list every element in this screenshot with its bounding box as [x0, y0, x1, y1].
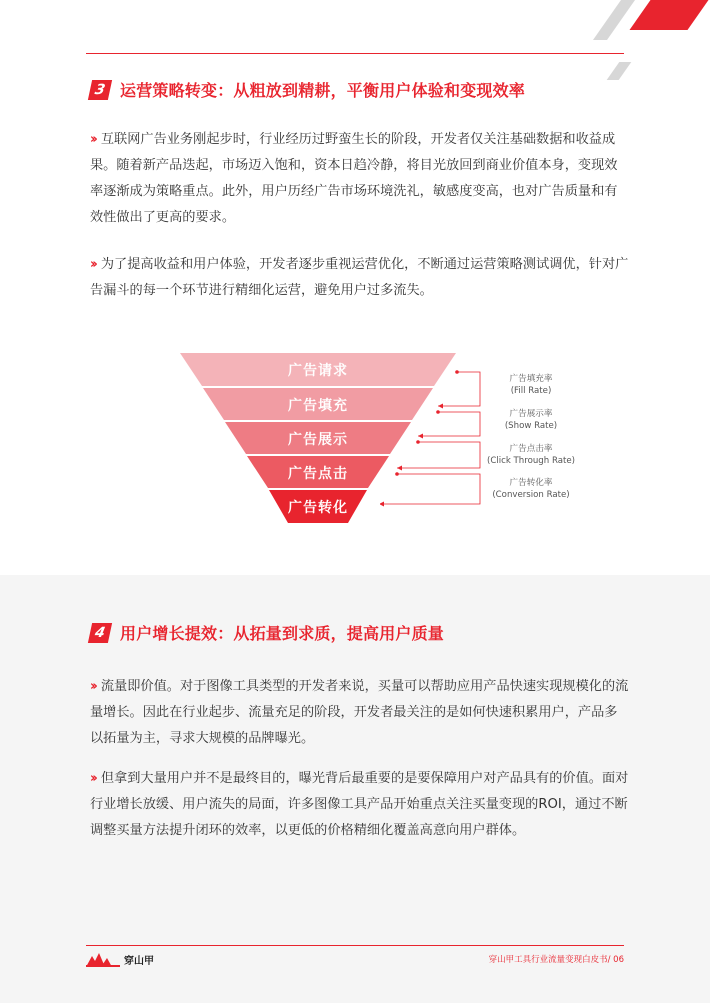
section-3-paragraph-1 [90, 127, 630, 231]
chevron-icon: ›› [90, 257, 95, 272]
chevron-icon: ›› [90, 679, 95, 694]
connector-dot [395, 472, 399, 476]
footer-doc-title: 穿山甲工具行业流量变现白皮书 [488, 955, 608, 965]
connector-cvr [380, 474, 480, 504]
section-4-paragraph-1 [90, 674, 630, 752]
rate-label-en: (Show Rate) [504, 421, 558, 431]
funnel-connectors [380, 360, 490, 520]
connector-fill-rate [438, 372, 480, 406]
section-4-heading [90, 621, 444, 644]
connector-show-rate [418, 412, 480, 436]
section-title: 运营策略转变：从粗放到精耕，平衡用户体验和变现效率 [120, 81, 526, 100]
header-stripe-gray-small [607, 62, 632, 80]
rate-label-fill [476, 373, 586, 397]
rate-label-cn: 广告转化率 [509, 478, 553, 488]
arrow-head [438, 404, 443, 409]
rate-label-show [476, 408, 586, 432]
arrow-head [418, 434, 423, 439]
header-stripe-gray [593, 0, 635, 40]
paragraph-text: 但拿到大量用户并不是最终目的，曝光背后最重要的是要保障用户对产品具有的价值。面对行业增长放缓、用户流失的局面，许多图像工具产品开始重点关注买量变现的ROI，通过不断调整买量方法提升闭环的效率，以更低的价格精细化覆盖高意向用户群体。 [90, 771, 629, 838]
footer-doc-info [489, 953, 624, 965]
footer-divider [86, 945, 624, 946]
rate-label-en: (Fill Rate) [510, 386, 552, 396]
paragraph-text: 流量即价值。对于图像工具类型的开发者来说，买量可以帮助应用产品快速实现规模化的流量增长。因此在行业起步、流量充足的阶段，开发者最关注的是如何快速积累用户，产品多以拓量为主，寻求大规模的品牌曝光。 [90, 679, 629, 746]
connector-dot [416, 440, 420, 444]
rate-label-conversion [476, 477, 586, 501]
chevron-icon: ›› [90, 132, 95, 147]
chevron-icon: ›› [90, 771, 95, 786]
header-stripe-red [629, 0, 708, 30]
footer-brand: 穿山甲 [124, 956, 154, 967]
funnel-label-show: 广告展示 [288, 431, 348, 448]
rate-label-cn: 广告展示率 [509, 409, 553, 419]
funnel-label-fill: 广告填充 [288, 397, 348, 414]
connector-dot [436, 410, 440, 414]
mountain-logo-icon [86, 953, 120, 967]
rate-label-cn: 广告填充率 [509, 374, 553, 384]
section-3-heading [90, 78, 525, 101]
connector-dot [455, 370, 459, 374]
section-number-badge: 4 [88, 623, 112, 643]
arrow-head [380, 502, 384, 507]
funnel-label-request: 广告请求 [288, 363, 348, 379]
funnel-label-click: 广告点击 [288, 465, 348, 482]
arrow-head [397, 466, 402, 471]
footer-page-number: / 06 [607, 955, 624, 965]
section-4-paragraph-2 [90, 766, 630, 844]
funnel-label-convert: 广告转化 [288, 499, 348, 516]
rate-label-en: (Click Through Rate) [487, 456, 575, 466]
header-divider [86, 53, 624, 54]
rate-label-click [476, 443, 586, 467]
footer-logo [86, 952, 154, 967]
section-title: 用户增长提效：从拓量到求质，提高用户质量 [120, 624, 445, 643]
paragraph-text: 互联网广告业务刚起步时，行业经历过野蛮生长的阶段，开发者仅关注基础数据和收益成果。随着新产品迭起，市场迈入饱和，资本日趋冷静，将目光放回到商业价值本身，变现效率逐渐成为策略重点。此外，用户历经广告市场环境洗礼，敏感度变高，也对广告质量和有效性做出了更高的要求。 [90, 132, 618, 225]
rate-label-en: (Conversion Rate) [492, 490, 570, 500]
connector-ctr [397, 442, 480, 468]
section-number-badge: 3 [88, 80, 112, 100]
section-3-paragraph-2 [90, 252, 630, 304]
rate-label-cn: 广告点击率 [509, 444, 553, 454]
paragraph-text: 为了提高收益和用户体验，开发者逐步重视运营优化，不断通过运营策略测试调优，针对广告漏斗的每一个环节进行精细化运营，避免用户过多流失。 [90, 257, 629, 298]
